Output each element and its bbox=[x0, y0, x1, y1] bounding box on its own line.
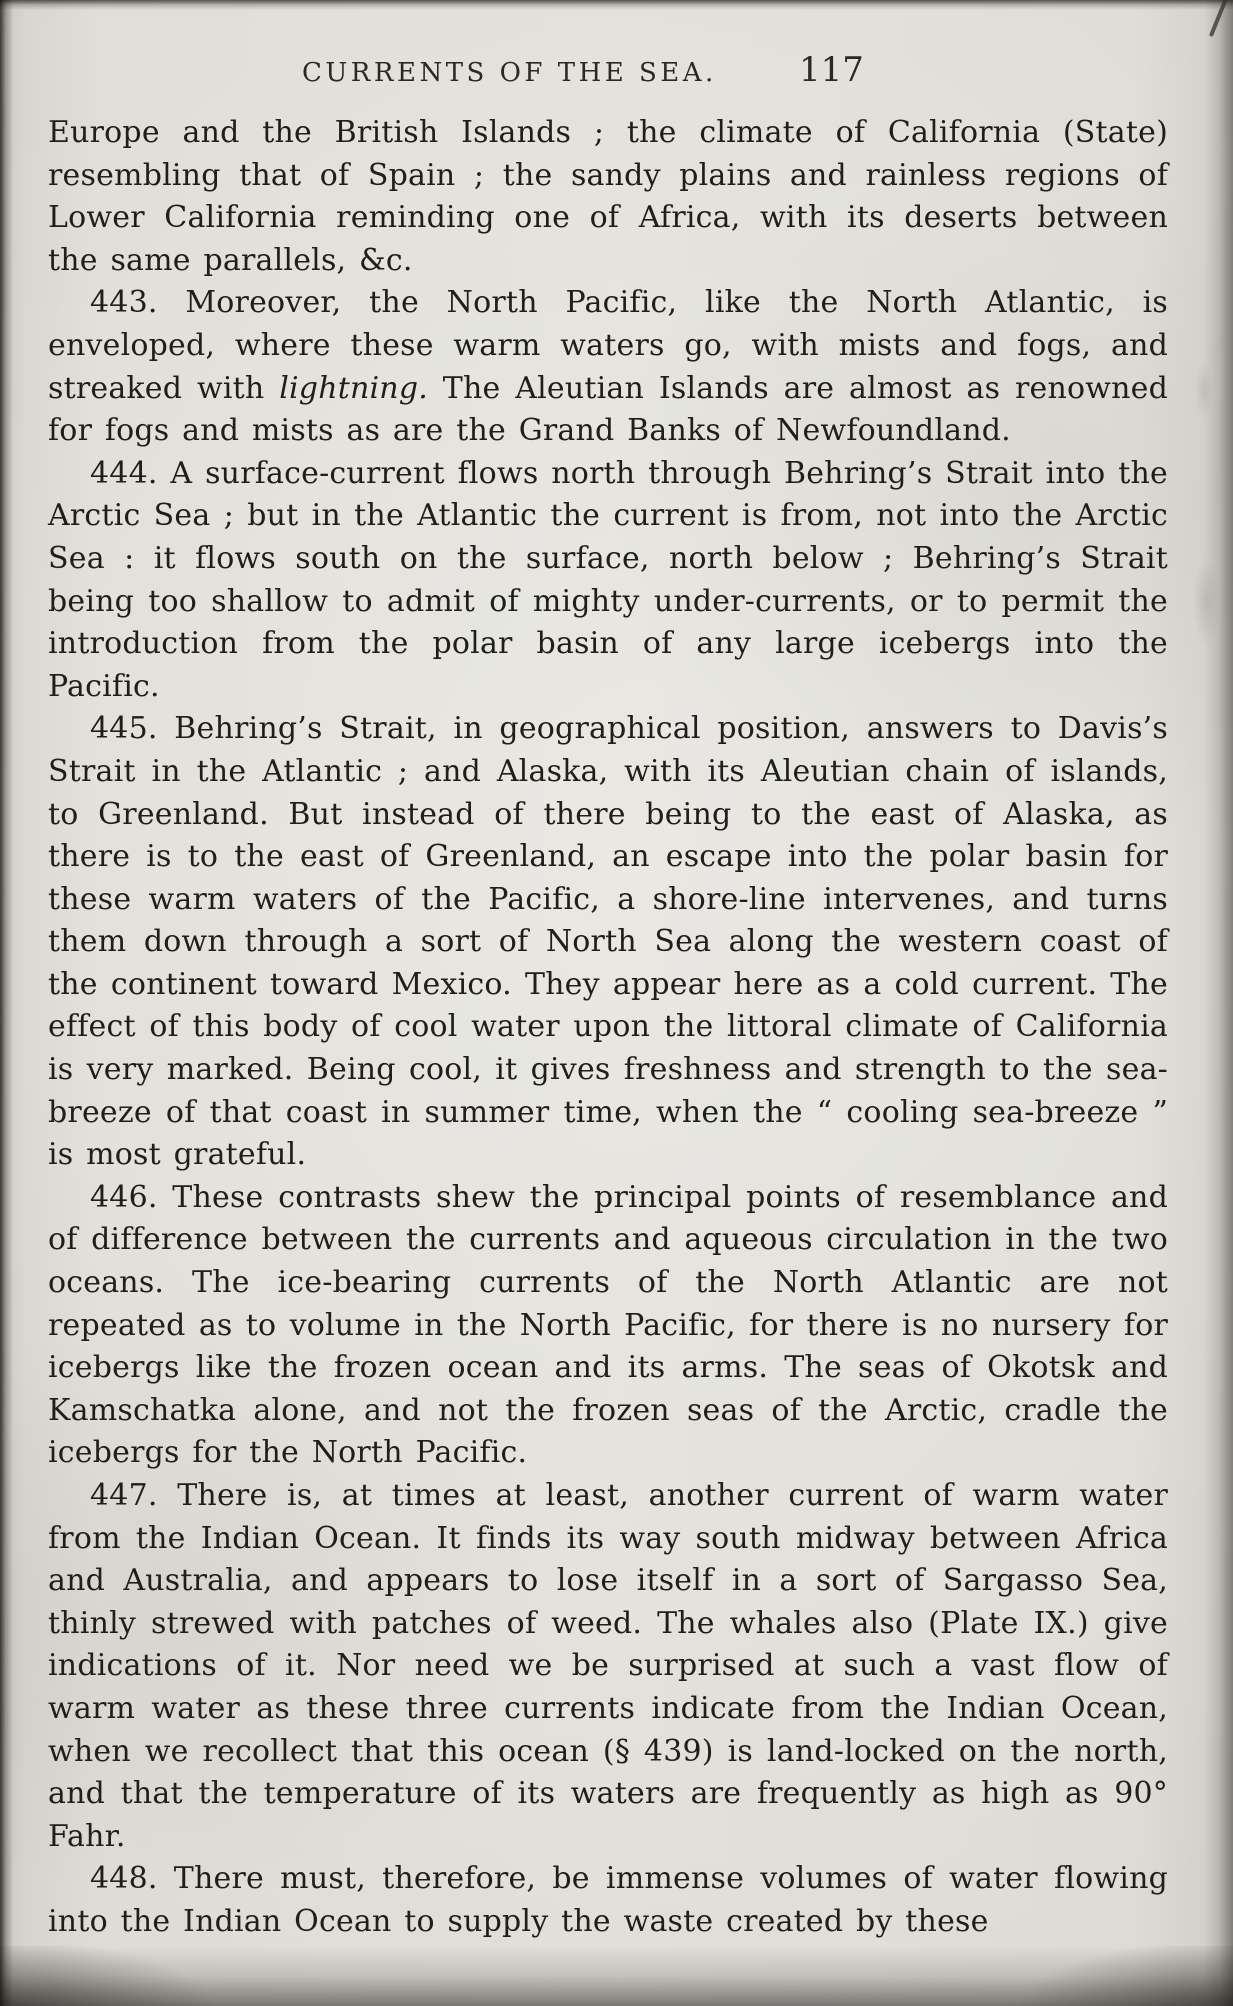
paragraph-447 bbox=[48, 1475, 1168, 1858]
paragraph-448 bbox=[48, 1858, 1168, 1943]
paragraph-text: 446. These contrasts shew the principal points of resemblance and of difference between the currents and aqueous circulation in the two oceans. The ice-bearing currents of the North Atlantic are not repeated as to volume in the North Pacific, for there is no nursery for icebergs like the frozen ocean and its arms. The seas of Okotsk and Kamschatka alone, and not the frozen seas of the Arctic, cradle the icebergs for the North Pacific. bbox=[48, 1179, 1168, 1471]
paragraph-446 bbox=[48, 1177, 1168, 1475]
paragraph-text: Europe and the British Islands ; the climate of California (State) resembling that of Spain ; the sandy plains and rainless regions of Lower California reminding one of Africa, with its deserts between the same parallels, &c. bbox=[48, 115, 1168, 278]
paragraph-444 bbox=[48, 453, 1168, 709]
paragraph-445 bbox=[48, 708, 1168, 1177]
paragraph-text: 445. Behring’s Strait, in geographical position, answers to Davis’s Strait in the Atlantic ; and Alaska, with its Aleutian chain of islands, to Greenland. But instead of there being to the east of Alaska, as there is to the east of Greenland, an escape into the polar basin for these warm waters of the Pacific, a shore-line intervenes, and turns them down through a sort of North Sea along the western coast of the continent toward Mexico. They appear here as a cold current. The effect of this body of cool water upon the littoral climate of California is very marked. Being cool, it gives freshness and strength to the sea-breeze of that coast in summer time, when the “ cooling sea-breeze ” is most grateful. bbox=[48, 711, 1168, 1173]
paragraph-text: The Aleutian Islands are almost as renowned for fogs and mists as are the Grand Banks of Newfoundland. bbox=[48, 370, 1168, 449]
paragraph-text: 447. There is, at times at least, another current of warm water from the Indian Ocean. It finds its way south midway between Africa and Australia, and appears to lose itself in a sort of Sargasso Sea, thinly strewed with patches of weed. The whales also (Plate IX.) give indications of it. Nor need we be surprised at such a vast flow of warm water as these three currents indicate from the Indian Ocean, when we recollect that this ocean (§ 439) is land-locked on the north, and that the temperature of its waters are frequently as high as 90° Fahr. bbox=[48, 1478, 1168, 1854]
paragraph-text: 443. Moreover, the North Pacific, like the North Atlantic, is enveloped, where these warm waters go, with mists and fogs, and streaked with bbox=[48, 285, 1168, 406]
paragraph-continuation bbox=[48, 112, 1168, 282]
paragraph-text: 444. A surface-current flows north through Behring’s Strait into the Arctic Sea ; but in the Atlantic the current is from, not into the Arctic Sea : it flows south on the surface, north below ; Behring’s Strait being too shallow to admit of mighty under-currents, or to permit the introduction from the polar basin of any large icebergs into the Pacific. bbox=[48, 455, 1168, 704]
paragraph-text: 448. There must, therefore, be immense volumes of water flowing into the Indian Ocean to supply the waste created by these bbox=[48, 1861, 1168, 1939]
scan-edge-left bbox=[0, 0, 13, 2006]
paragraph-text-italic: lightning. bbox=[279, 370, 428, 406]
scan-edge-right bbox=[1203, 0, 1233, 2006]
scan-edge-bottom bbox=[0, 1946, 1233, 2006]
stain-mark bbox=[1195, 360, 1213, 420]
running-title: CURRENTS OF THE SEA. bbox=[302, 58, 717, 88]
page-header bbox=[0, 0, 1233, 110]
text-block bbox=[48, 112, 1168, 1944]
stain-mark bbox=[1193, 556, 1219, 646]
page-number: 117 bbox=[799, 50, 864, 90]
paragraph-443 bbox=[48, 282, 1168, 452]
